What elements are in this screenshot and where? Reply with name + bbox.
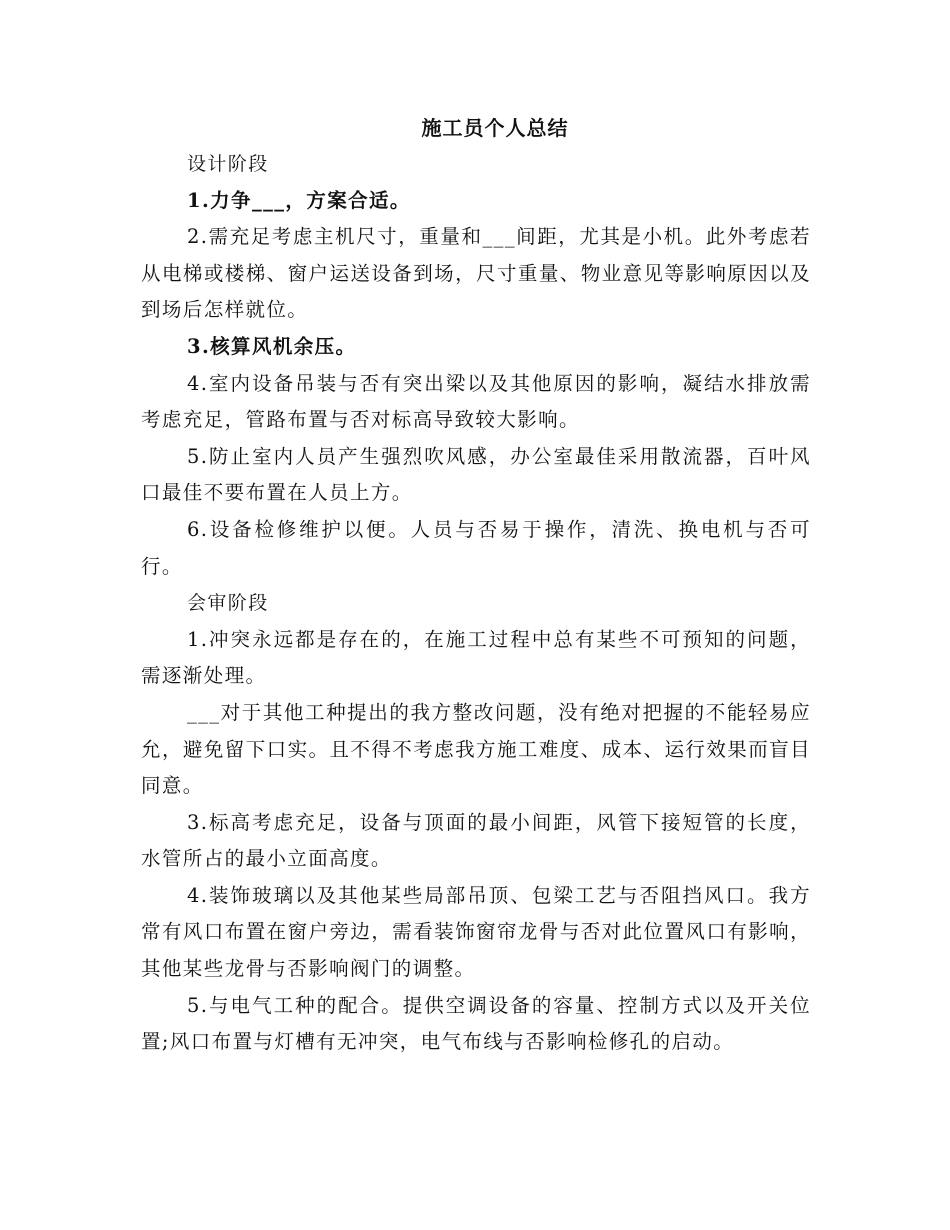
paragraph-design-3: 3.核算风机余压。 [187, 334, 357, 358]
paragraph-design-6: 6.设备检修维护以便。人员与否易于操作，清洗、换电机与否可行。 [141, 517, 811, 578]
paragraph-design-2: 2.需充足考虑主机尺寸，重量和___间距，尤其是小机。此外考虑若从电梯或楼梯、窗户运送设备到场，尺寸重量、物业意见等影响原因以及到场后怎样就位。 [141, 225, 811, 322]
paragraph-review-4: 4.装饰玻璃以及其他某些局部吊顶、包梁工艺与否阻挡风口。我方常有风口布置在窗户旁边，需看装饰窗帘龙骨与否对此位置风口有影响，其他某些龙骨与否影响阀门的调整。 [141, 883, 811, 981]
paragraph-design-1: 1.力争___，方案合适。 [187, 188, 411, 212]
paragraph-review-3: 3.标高考虑充足，设备与顶面的最小间距，风管下接短管的长度，水管所占的最小立面高度。 [141, 810, 811, 871]
paragraph-review-5: 5.与电气工种的配合。提供空调设备的容量、控制方式以及开关位置;风口布置与灯槽有无冲突，电气布线与否影响检修孔的启动。 [141, 993, 811, 1054]
paragraph-review-1: 1.冲突永远都是存在的，在施工过程中总有某些不可预知的问题，需逐渐处理。 [141, 627, 811, 688]
paragraph-review-2: ___对于其他工种提出的我方整改问题，没有绝对把握的不能轻易应允，避免留下口实。且不得不考虑我方施工难度、成本、运行效果而盲目同意。 [141, 700, 811, 798]
paragraph-design-5: 5.防止室内人员产生强烈吹风感，办公室最佳采用散流器，百叶风口最佳不要布置在人员上方。 [141, 444, 811, 505]
section-heading-review: 会审阶段 [187, 592, 269, 615]
paragraph-design-4: 4.室内设备吊装与否有突出梁以及其他原因的影响，凝结水排放需考虑充足，管路布置与否对标高导致较大影响。 [141, 371, 811, 432]
document-body [141, 146, 811, 1061]
section-heading-design: 设计阶段 [187, 153, 269, 175]
document-title: 施工员个人总结 [421, 116, 569, 140]
